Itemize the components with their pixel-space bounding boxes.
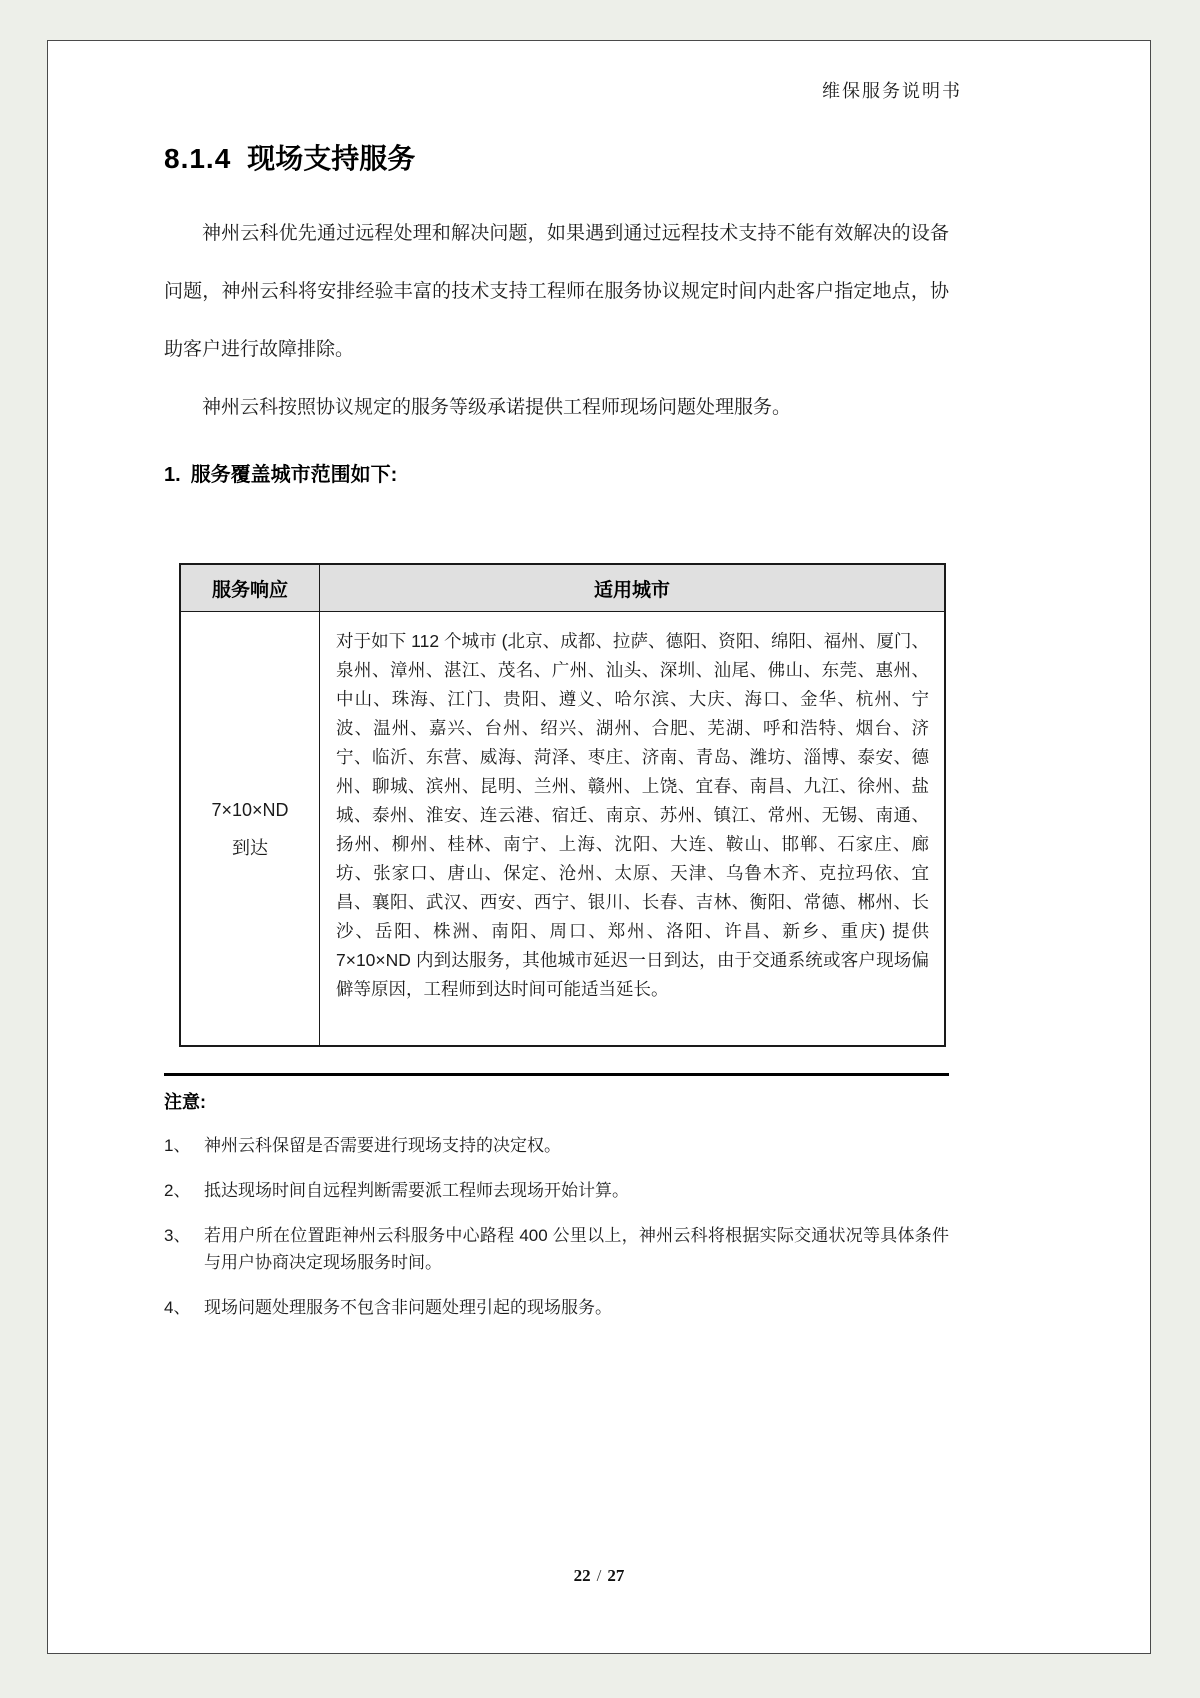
page-footer bbox=[48, 1566, 1150, 1586]
table-header-service-response: 服务响应 bbox=[180, 564, 320, 612]
note-text: 现场问题处理服务不包含非问题处理引起的现场服务。 bbox=[204, 1298, 612, 1317]
document-header-title: 维保服务说明书 bbox=[822, 81, 962, 101]
note-item-2 bbox=[164, 1177, 949, 1204]
note-number: 1、 bbox=[164, 1136, 191, 1155]
section-number: 8.1.4 bbox=[164, 143, 232, 174]
applicable-cities-cell: 对于如下 112 个城市 (北京、成都、拉萨、德阳、资阳、绵阳、福州、厦门、泉州、漳州、湛江、茂名、广州、汕头、深圳、汕尾、佛山、东莞、惠州、中山、珠海、江门、贵阳、遵义、哈尔滨、大庆、海口、金华、杭州、宁波、温州、嘉兴、台州、绍兴、湖州、合肥、芜湖、呼和浩特、烟台、济宁、临沂、东营、威海、菏泽、枣庄、济南、青岛、潍坊、淄博、泰安、德州、聊城、滨州、昆明、兰州、赣州、上饶、宜春、南昌、九江、徐州、盐城、泰州、淮安、连云港、宿迁、南京、苏州、镇江、常州、无锡、南通、扬州、柳州、桂林、南宁、上海、沈阳、大连、鞍山、邯郸、石家庄、廊坊、张家口、唐山、保定、沧州、太原、天津、乌鲁木齐、克拉玛依、宜昌、襄阳、武汉、西安、西宁、银川、长春、吉林、衡阳、常德、郴州、长沙、岳阳、株洲、南阳、周口、郑州、洛阳、许昌、新乡、重庆) 提供 7×10×ND 内到达服务，其他城市延迟一日到达，由于交通系统或客户现场偏僻等原因，工程师到达时间可能适当延长。 bbox=[320, 612, 946, 1047]
service-response-value-line2: 到达 bbox=[232, 837, 268, 858]
service-coverage-table bbox=[179, 563, 946, 1047]
paragraph-service-level: 神州云科按照协议规定的服务等级承诺提供工程师现场问题处理服务。 bbox=[202, 397, 792, 418]
service-response-cell bbox=[180, 612, 320, 1047]
footer-page-number: 22 bbox=[573, 1566, 591, 1585]
page-content bbox=[164, 41, 949, 1321]
table-row bbox=[180, 612, 945, 1047]
note-text: 神州云科保留是否需要进行现场支持的决定权。 bbox=[204, 1136, 561, 1155]
note-text: 若用户所在位置距神州云科服务中心路程 400 公里以上，神州云科将根据实际交通状况等具体条件与用户协商决定现场服务时间。 bbox=[204, 1226, 949, 1272]
list-heading bbox=[164, 461, 949, 489]
list-heading-text: 服务覆盖城市范围如下: bbox=[190, 464, 398, 486]
note-number: 4、 bbox=[164, 1298, 191, 1317]
note-number: 2、 bbox=[164, 1181, 191, 1200]
note-item-1 bbox=[164, 1132, 949, 1159]
note-item-3 bbox=[164, 1222, 949, 1276]
note-item-4 bbox=[164, 1294, 949, 1321]
list-heading-number: 1. bbox=[164, 464, 181, 486]
section-heading bbox=[164, 144, 949, 174]
paragraph-remote-support: 神州云科优先通过远程处理和解决问题，如果遇到通过远程技术支持不能有效解决的设备问题，神州云科将安排经验丰富的技术支持工程师在服务协议规定时间内赴客户指定地点，协助客户进行故障排除。 bbox=[164, 223, 949, 360]
note-text: 抵达现场时间自远程判断需要派工程师去现场开始计算。 bbox=[204, 1181, 629, 1200]
footer-separator: / bbox=[596, 1566, 602, 1585]
document-page bbox=[47, 40, 1151, 1654]
divider-rule bbox=[164, 1073, 949, 1076]
section-title: 现场支持服务 bbox=[247, 143, 416, 174]
note-number: 3、 bbox=[164, 1226, 191, 1245]
table-header-applicable-cities: 适用城市 bbox=[320, 564, 946, 612]
footer-total-pages: 27 bbox=[607, 1566, 625, 1585]
table-header-row bbox=[180, 564, 945, 612]
service-response-value: 7×10×ND bbox=[211, 799, 289, 820]
notes-title: 注意: bbox=[164, 1092, 206, 1112]
